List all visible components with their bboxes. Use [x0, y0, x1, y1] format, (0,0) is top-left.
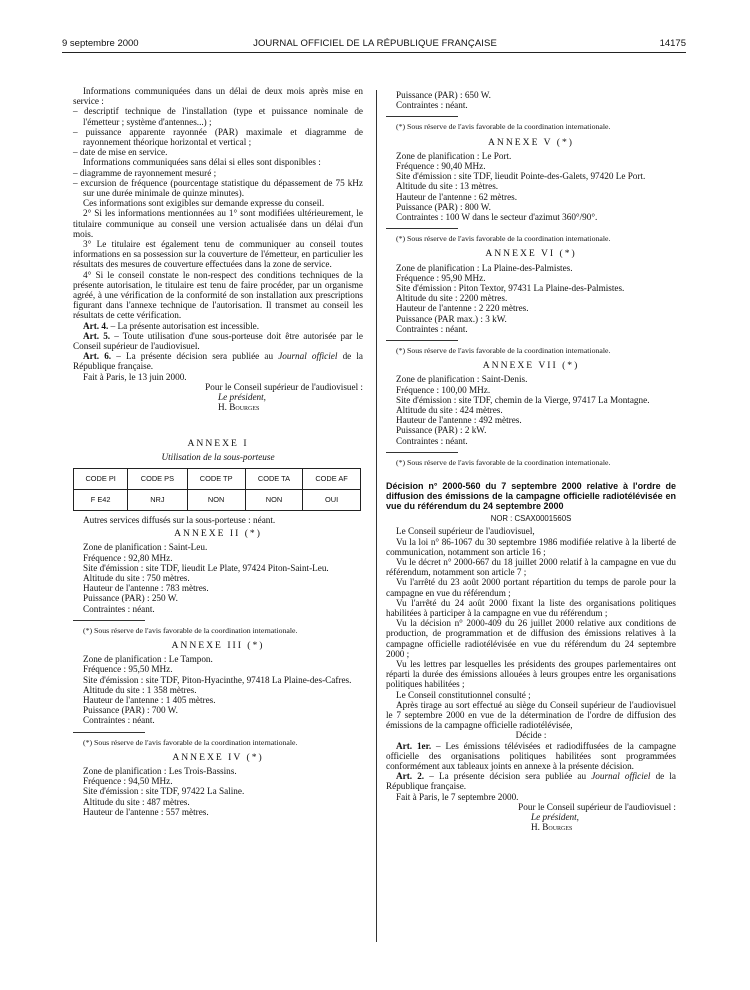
fait-line: Fait à Paris, le 7 septembre 2000. [396, 791, 519, 802]
footnote-rule [386, 340, 458, 341]
header-rule [62, 52, 686, 53]
header-date: 9 septembre 2000 [62, 38, 139, 49]
annex-line: Zone de planification : Le Port. [396, 150, 512, 161]
annex-title: ANNEXE III (*) [171, 639, 265, 651]
paragraph: Informations communiquées dans un délai de deux mois après mise en service : [73, 86, 363, 107]
table-header-row [74, 468, 361, 489]
annex-title: ANNEXE V (*) [488, 136, 574, 148]
annex-line: Puissance (PAR) : 700 W. [83, 705, 178, 716]
decision-title: Décision n° 2000-560 du 7 septembre 2000 relative à l'ordre de diffusion des émissions de la campagne officielle radiotélévisée en vue du référendum du 24 septembre 2000 [386, 481, 676, 512]
footnote: (*) Sous réserve de l'avis favorable de la coordination internationale. [396, 122, 611, 132]
article-text: – Toute utilisation d'une sous-porteuse doit être autorisée par le Conseil supérieur de l'audiovisuel. [73, 330, 363, 352]
annex-line: Altitude du site : 1 358 mètres. [83, 684, 197, 695]
annex-line: Zone de planification : Les Trois-Bassins. [83, 765, 237, 776]
signature-title: Le président, [218, 392, 266, 403]
article-2 [386, 771, 676, 791]
annex-line: Site d'émission : site TDF, lieudit Le Plate, 97424 Piton-Saint-Leu. [83, 562, 329, 573]
annex-line: Altitude du site : 487 mètres. [83, 796, 190, 807]
article-text: – La présente autorisation est incessible. [108, 320, 260, 331]
paragraph: Vu la décision n° 2000-409 du 26 juillet 2000 relative aux conditions de production, de programmation et de diffusion des émissions relatives à la campagne officielle radiotélévisée en vue du référendum du 24 septembre 2000 ; [386, 618, 676, 659]
table-header-cell: CODE PI [74, 468, 128, 489]
article-6 [73, 351, 363, 371]
annex-line: Altitude du site : 424 mètres. [396, 405, 503, 416]
page-header [0, 38, 750, 52]
annex-line: Zone de planification : La Plaine-des-Palmistes. [396, 262, 573, 273]
footnote-rule [73, 732, 145, 733]
annex-line: Fréquence : 95,90 MHz. [396, 272, 486, 283]
annex-line: Contraintes : néant. [396, 100, 468, 111]
signature-name: H. Bourges [531, 822, 573, 833]
fait-line: Fait à Paris, le 13 juin 2000. [83, 371, 187, 382]
signature-name: H. Bourges [218, 402, 260, 413]
annex-line: Hauteur de l'antenne : 557 mètres. [83, 806, 209, 817]
right-column [386, 90, 676, 832]
table-header-cell: CODE TP [187, 468, 245, 489]
annex-line: Hauteur de l'antenne : 492 mètres. [396, 415, 522, 426]
list-item: – diagramme de rayonnement mesuré ; [73, 167, 217, 178]
article-text: de la République française. [73, 351, 364, 372]
footnote-rule [386, 116, 458, 117]
annex-line: Fréquence : 92,80 MHz. [83, 552, 173, 563]
annex-line: Contraintes : néant. [83, 715, 155, 726]
annex-line: Fréquence : 90,40 MHz. [396, 161, 486, 172]
paragraph: Vu le décret n° 2000-667 du 18 juillet 2000 relatif à la campagne en vue du référendum, notamment son article 7 ; [386, 556, 676, 578]
list-item: – puissance apparente rayonnée (PAR) maximale et diagramme de rayonnement théorique horizontal et vertical ; [73, 126, 363, 148]
annex-line: Hauteur de l'antenne : 1 405 mètres. [83, 694, 216, 705]
table-cell: NON [187, 489, 245, 510]
annex-line: Altitude du site : 750 mètres. [83, 572, 190, 583]
paragraph: Informations communiquées sans délai si elles sont disponibles : [83, 157, 321, 168]
table-row [74, 489, 361, 510]
annex-line: Contraintes : 100 W dans le secteur d'azimut 360°/90°. [396, 212, 598, 223]
list-item: – date de mise en service. [73, 147, 168, 158]
annex-line: Contraintes : néant. [83, 603, 155, 614]
annex-line: Site d'émission : site TDF, chemin de la Vierge, 97417 La Montagne. [396, 394, 650, 405]
paragraph: Vu la loi n° 86-1067 du 30 septembre 1986 modifiée relative à la liberté de communication, notamment son article 16 ; [386, 536, 676, 557]
annex-line: Puissance (PAR) : 800 W. [396, 201, 491, 212]
nor-reference: NOR : CSAX0001560S [490, 514, 572, 524]
article-label: Art. 4. [83, 320, 109, 331]
table-header-cell: CODE PS [128, 468, 187, 489]
signature-line: Pour le Conseil supérieur de l'audiovisuel : [518, 801, 676, 812]
paragraph: 3° Le titulaire est également tenu de communiquer au conseil toutes informations en sa possession sur la couverture de l'émetteur, en particulier les résultats des mesures de couverture effectuées dans la zone de service. [73, 239, 363, 270]
annex-line: Puissance (PAR) : 2 kW. [396, 425, 487, 436]
table-cell: OUI [303, 489, 361, 510]
annex-line: Hauteur de l'antenne : 783 mètres. [83, 583, 209, 594]
footnote: (*) Sous réserve de l'avis favorable de la coordination internationale. [83, 625, 298, 635]
paragraph: Vu l'arrêté du 24 août 2000 fixant la liste des organisations politiques habilitées à participer à la campagne en vue du référendum ; [386, 597, 676, 618]
list-item: – descriptif technique de l'installation (type et puissance nominale de l'émetteur ; système d'antennes...) ; [73, 106, 363, 127]
annex-line: Zone de planification : Saint-Denis. [396, 374, 528, 385]
codes-table [73, 468, 361, 511]
journal-name: Journal officiel [591, 771, 651, 782]
header-page-number: 14175 [659, 38, 686, 49]
journal-name: Journal officiel [278, 351, 338, 362]
paragraph: 4° Si le conseil constate le non-respect des conditions techniques de la présente autorisation, le titulaire est tenu de faire procéder, par un organisme agréé, à une vérification de la conformité de son installation aux prescriptions figurant dans l'annexe technique de l'autorisation. Il transmet au conseil les résultats de cette vérification. [73, 269, 363, 321]
article-5 [73, 331, 363, 351]
article-text: – La présente décision sera publiée au [424, 771, 592, 782]
column-divider [376, 90, 377, 942]
article-label: Art. 1er. [396, 740, 432, 751]
annex-subtitle: Utilisation de la sous-porteuse [161, 451, 275, 462]
annex-line: Zone de planification : Le Tampon. [83, 654, 213, 665]
annex-line: Hauteur de l'antenne : 2 220 mètres. [396, 303, 529, 314]
annex-line: Puissance (PAR) : 650 W. [396, 90, 491, 100]
annex-title: ANNEXE I [187, 437, 249, 449]
article-text: – Les émissions télévisées et radiodiffusées de la campagne officielle des organisations politiques habilitées sont programmées conformément aux tableaux joints en annexe à la présente décision. [386, 740, 676, 771]
paragraph: Ces informations sont exigibles sur demande expresse du conseil. [83, 198, 325, 209]
annex-line: Contraintes : néant. [396, 435, 468, 446]
paragraph: 2° Si les informations mentionnées au 1° sont modifiées ultérieurement, le titulaire communique au conseil une version actualisée dans un délai d'un mois. [73, 208, 363, 239]
annex-line: Contraintes : néant. [396, 323, 468, 334]
footnote: (*) Sous réserve de l'avis favorable de la coordination internationale. [396, 457, 611, 467]
annex-line: Fréquence : 95,50 MHz. [83, 664, 173, 675]
article-1 [386, 741, 676, 772]
footnote-rule [386, 228, 458, 229]
article-4 [73, 321, 363, 331]
footnote: (*) Sous réserve de l'avis favorable de la coordination internationale. [396, 234, 611, 244]
annex-line: Puissance (PAR) : 250 W. [83, 593, 178, 604]
annex-title: ANNEXE IV (*) [172, 751, 264, 763]
annex-line: Zone de planification : Saint-Leu. [83, 542, 208, 553]
footnote: (*) Sous réserve de l'avis favorable de la coordination internationale. [396, 346, 611, 356]
annex-line: Puissance (PAR max.) : 3 kW. [396, 313, 507, 324]
annex-title: ANNEXE VI (*) [485, 248, 577, 260]
annex-line: Fréquence : 100,00 MHz. [396, 384, 491, 395]
annex-line: Site d'émission : site TDF, 97422 La Saline. [83, 786, 245, 797]
annex-title: ANNEXE VII (*) [482, 360, 580, 372]
left-column [73, 86, 363, 817]
paragraph: Le Conseil constitutionnel consulté ; [396, 689, 531, 700]
table-header-cell: CODE TA [245, 468, 302, 489]
footnote: (*) Sous réserve de l'avis favorable de la coordination internationale. [83, 737, 298, 747]
annex-line: Altitude du site : 13 mètres. [396, 181, 499, 192]
annex-line: Hauteur de l'antenne : 62 mètres. [396, 191, 518, 202]
paragraph: Autres services diffusés sur la sous-porteuse : néant. [83, 514, 276, 525]
paragraph: Vu les lettres par lesquelles les présidents des groupes parlementaires ont réparti la durée des émissions allouées à leurs groupes entre les organisations politiques habilitées ; [386, 658, 676, 690]
article-label: Art. 2. [396, 771, 425, 782]
signature-title: Le président, [531, 811, 579, 822]
signature-line: Pour le Conseil supérieur de l'audiovisuel : [205, 381, 363, 392]
article-label: Art. 6. [83, 351, 112, 362]
article-text: de la République française. [386, 771, 677, 792]
annex-line: Site d'émission : Piton Textor, 97431 La Plaine-des-Palmistes. [396, 283, 625, 294]
list-item: – excursion de fréquence (pourcentage statistique du dépassement de 75 kHz sur une durée minimale de quinze minutes). [73, 177, 363, 199]
footnote-rule [73, 620, 145, 621]
decide-line: Décide : [515, 730, 547, 741]
paragraph: Vu l'arrêté du 23 août 2000 portant répartition du temps de parole pour la campagne en vue du référendum ; [386, 577, 676, 598]
table-header-cell: CODE AF [303, 468, 361, 489]
annex-line: Altitude du site : 2200 mètres. [396, 293, 508, 304]
header-title: JOURNAL OFFICIEL DE LA RÉPUBLIQUE FRANÇAISE [253, 38, 497, 49]
footnote-rule [386, 452, 458, 453]
annex-line: Site d'émission : site TDF, Piton-Hyacinthe, 97418 La Plaine-des-Cafres. [83, 674, 352, 685]
annex-line: Site d'émission : site TDF, lieudit Pointe-des-Galets, 97420 Le Port. [396, 171, 646, 182]
annex-title: ANNEXE II (*) [174, 528, 262, 540]
table-cell: NON [245, 489, 302, 510]
paragraph: Le Conseil supérieur de l'audiovisuel, [396, 526, 535, 537]
paragraph: Après tirage au sort effectué au siège du Conseil supérieur de l'audiovisuel le 7 septembre 2000 en vue de la détermination de l'ordre de diffusion des émissions de la campagne officielle radiotélévisée, [386, 699, 676, 731]
article-label: Art. 5. [83, 330, 111, 341]
table-cell: NRJ [128, 489, 187, 510]
article-text: – La présente décision sera publiée au [111, 351, 279, 362]
annex-line: Fréquence : 94,50 MHz. [83, 776, 173, 787]
table-cell: F E42 [74, 489, 128, 510]
